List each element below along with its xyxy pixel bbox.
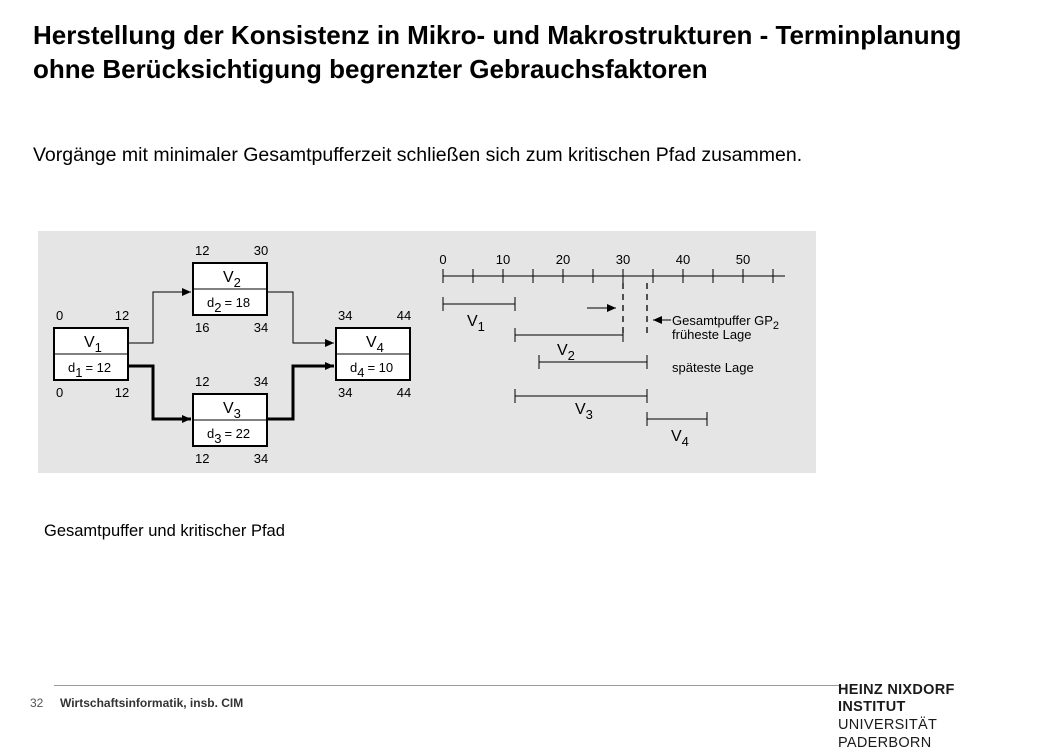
timeline-bar-v4 [647,412,707,426]
page-subtitle: Vorgänge mit minimaler Gesamtpufferzeit schließen sich zum kritischen Pfad zusammen. [33,144,803,166]
axis-tick-label: 20 [555,252,571,267]
node-duration: d2 = 18 [207,295,251,315]
axis-tick-label: 0 [439,252,447,267]
page-number: 32 [30,696,44,710]
timeline-bar-v2 [515,328,623,342]
node-v4 [336,308,411,400]
timeline-bar-v2 [539,355,647,369]
node-v3 [193,374,268,466]
axis-tick-label: 30 [615,252,631,267]
time-latest-start: 34 [338,385,353,400]
logo-line-1: HEINZ NIXDORF INSTITUT [838,682,955,715]
logo-line-2: UNIVERSITÄT PADERBORN [838,717,937,751]
latest-position-label: späteste Lage [672,360,754,375]
time-latest-finish: 12 [114,385,130,400]
time-latest-finish: 34 [253,451,269,466]
bar-label: $V_1$ [467,313,485,334]
axis-tick-label: 10 [495,252,511,267]
node-name: $V_4$ [366,334,384,355]
node-v1 [54,308,129,400]
node-name: $V_1$ [84,334,102,355]
edge-v1-v3 [128,366,191,419]
edge-v2-v4 [267,292,334,343]
time-earliest-start: 34 [338,308,353,323]
network-diagram [38,231,816,473]
footer-divider [54,685,840,686]
bar-label: $V_2$ [557,342,575,363]
time-earliest-start: 0 [56,308,64,323]
time-latest-start: 16 [195,320,210,335]
edge-v1-v2 [128,292,191,343]
node-duration: d4 = 10 [350,360,394,380]
time-earliest-start: 12 [195,374,210,389]
time-latest-start: 0 [56,385,64,400]
footer-label: Wirtschaftsinformatik, insb. CIM [60,696,244,710]
node-name: $V_3$ [223,400,241,421]
node-duration: d3 = 22 [207,426,251,446]
time-latest-finish: 34 [253,320,269,335]
axis-tick-label: 40 [675,252,691,267]
gantt-timeline [439,252,785,449]
earliest-position-label: früheste Lage [672,327,752,342]
node-name: $V_2$ [223,269,241,290]
buffer-label: Gesamtpuffer $GP_2$ [672,313,780,332]
bar-label: $V_3$ [575,401,593,422]
timeline-bar-v1 [443,297,515,311]
time-earliest-finish: 30 [253,243,269,258]
time-latest-finish: 44 [396,385,412,400]
node-v2 [193,243,268,335]
time-earliest-finish: 12 [114,308,130,323]
precedence-network [54,243,411,466]
time-latest-start: 12 [195,451,210,466]
page-title: Herstellung der Konsistenz in Mikro- und Makrostrukturen - Terminplanung ohne Berücksichtigung begrenzter Gebrauchsfaktoren [33,20,962,84]
time-earliest-finish: 44 [396,308,412,323]
institute-logo [838,682,1018,752]
time-earliest-start: 12 [195,243,210,258]
diagram-canvas [38,231,816,473]
time-earliest-finish: 34 [253,374,269,389]
bar-label: $V_4$ [671,428,689,449]
figure-caption: Gesamtpuffer und kritischer Pfad [44,522,285,540]
axis-tick-label: 50 [735,252,751,267]
edge-v3-v4 [267,366,334,419]
node-duration: d1 = 12 [68,360,112,380]
